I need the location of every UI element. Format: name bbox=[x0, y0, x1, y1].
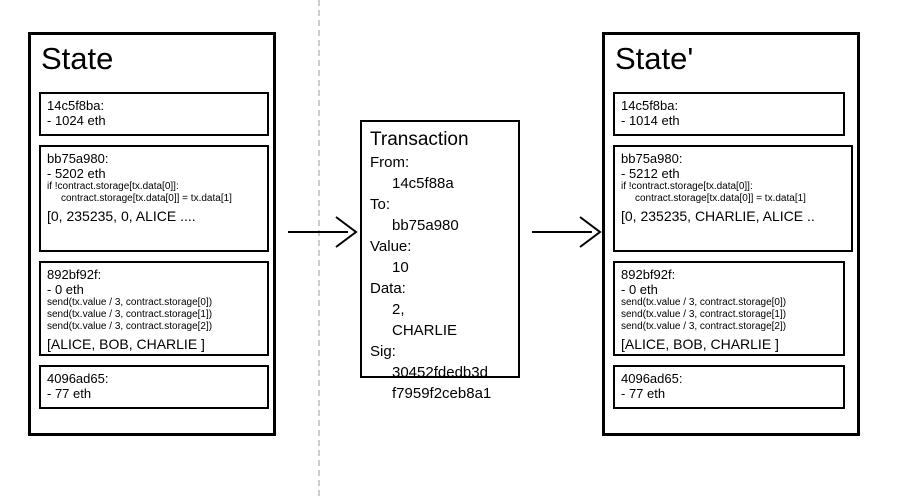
state-account-892bf92f bbox=[39, 261, 269, 356]
account-balance: - 5202 eth bbox=[47, 166, 106, 181]
account-balance: - 0 eth bbox=[47, 282, 84, 297]
account-code-line: send(tx.value / 3, contract.storage[1]) bbox=[621, 309, 787, 320]
account-storage-array: [ALICE, BOB, CHARLIE ] bbox=[47, 336, 205, 352]
field-value: 10 bbox=[392, 259, 409, 276]
account-id: 14c5f8ba: bbox=[47, 98, 105, 113]
account-id: 4096ad65: bbox=[621, 371, 683, 386]
state-account-bb75a980 bbox=[39, 145, 269, 252]
state-account-4096ad65 bbox=[39, 365, 269, 409]
field-value: f7959f2ceb8a1 bbox=[392, 385, 492, 402]
account-balance: - 1014 eth bbox=[621, 113, 680, 128]
field-key: Sig: bbox=[370, 343, 396, 360]
account-code-line: send(tx.value / 3, contract.storage[0]) bbox=[621, 297, 787, 308]
state-prime-title: State' bbox=[615, 41, 694, 76]
account-id: 892bf92f: bbox=[47, 267, 102, 282]
account-id: bb75a980: bbox=[47, 151, 109, 166]
field-value: bb75a980 bbox=[392, 217, 459, 234]
account-id: 4096ad65: bbox=[47, 371, 109, 386]
state-prime-account-892bf92f bbox=[613, 261, 845, 356]
account-code-line: send(tx.value / 3, contract.storage[2]) bbox=[47, 321, 213, 332]
account-balance: - 1024 eth bbox=[47, 113, 106, 128]
account-balance: - 0 eth bbox=[621, 282, 658, 297]
account-code-line: send(tx.value / 3, contract.storage[0]) bbox=[47, 297, 213, 308]
field-key: To: bbox=[370, 196, 391, 213]
state-prime-box bbox=[602, 32, 860, 436]
state-account-14c5f8ba bbox=[39, 92, 269, 136]
account-code-line: send(tx.value / 3, contract.storage[2]) bbox=[621, 321, 787, 332]
field-key: Data: bbox=[370, 280, 406, 297]
field-value: 2, bbox=[392, 301, 405, 318]
state-prime-account-14c5f8ba bbox=[613, 92, 845, 136]
account-code-line: contract.storage[tx.data[0]] = tx.data[1] bbox=[635, 193, 806, 204]
account-id: 14c5f8ba: bbox=[621, 98, 679, 113]
account-balance: - 5212 eth bbox=[621, 166, 680, 181]
field-key: From: bbox=[370, 154, 410, 171]
account-id: bb75a980: bbox=[621, 151, 683, 166]
transaction-title: Transaction bbox=[370, 129, 469, 150]
transaction-field-data bbox=[370, 278, 510, 341]
account-balance: - 77 eth bbox=[47, 386, 92, 401]
account-code-line: send(tx.value / 3, contract.storage[1]) bbox=[47, 309, 213, 320]
account-storage-array: [0, 235235, CHARLIE, ALICE .. bbox=[621, 208, 815, 224]
arrow-transaction-to-state-prime bbox=[530, 215, 604, 249]
account-storage-array: [ALICE, BOB, CHARLIE ] bbox=[621, 336, 779, 352]
state-box bbox=[28, 32, 276, 436]
field-key: Value: bbox=[370, 238, 412, 255]
state-prime-account-bb75a980 bbox=[613, 145, 853, 252]
transaction-field-value bbox=[370, 236, 510, 278]
transaction-field-sig bbox=[370, 341, 510, 404]
account-code-line: contract.storage[tx.data[0]] = tx.data[1] bbox=[61, 193, 232, 204]
transaction-box bbox=[360, 120, 520, 402]
account-storage-array: [0, 235235, 0, ALICE .... bbox=[47, 208, 196, 224]
state-title: State bbox=[41, 41, 114, 76]
field-value: 30452fdedb3d bbox=[392, 364, 488, 381]
state-prime-account-4096ad65 bbox=[613, 365, 845, 409]
arrow-state-to-transaction bbox=[286, 215, 360, 249]
field-value: 14c5f88a bbox=[392, 175, 454, 192]
account-balance: - 77 eth bbox=[621, 386, 666, 401]
account-code-line: if !contract.storage[tx.data[0]]: bbox=[621, 181, 753, 192]
field-value: CHARLIE bbox=[392, 322, 458, 339]
account-id: 892bf92f: bbox=[621, 267, 676, 282]
account-code-line: if !contract.storage[tx.data[0]]: bbox=[47, 181, 179, 192]
transaction-field-from bbox=[370, 152, 510, 194]
transaction-field-to bbox=[370, 194, 510, 236]
